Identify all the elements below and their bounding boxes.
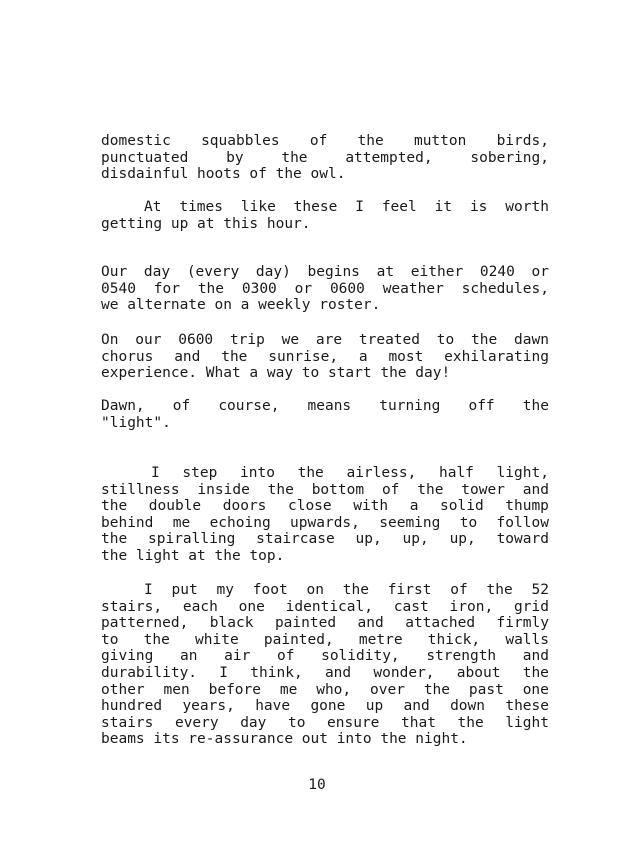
word: day [143, 264, 171, 280]
word: begins [307, 264, 360, 280]
word: up, [402, 531, 429, 548]
text-line [101, 648, 549, 665]
text-line [101, 133, 549, 150]
word: 0600 [178, 332, 214, 348]
word: Our [101, 264, 128, 280]
word: worth [505, 199, 549, 215]
word: one [238, 598, 265, 615]
text-line [101, 682, 549, 699]
word: black [209, 615, 254, 632]
word: past [468, 681, 504, 698]
word: the [522, 664, 549, 681]
word: these [505, 698, 549, 715]
word: painted, [263, 631, 334, 648]
word: it [434, 199, 453, 215]
word: of [172, 398, 191, 414]
word: chorus [101, 348, 154, 365]
word: stairs [101, 714, 154, 731]
word: my [216, 582, 234, 598]
word: about [456, 664, 501, 681]
text-line: we alternate on a weekly roster. [101, 297, 381, 314]
word: before [208, 681, 261, 698]
text-line [101, 281, 549, 298]
text-line [101, 582, 549, 599]
paragraph-6 [101, 465, 549, 565]
word: a [358, 348, 368, 365]
word: 0540 [101, 280, 136, 297]
text-line [101, 264, 549, 281]
word: the [267, 481, 294, 498]
word: ensure [327, 714, 380, 731]
word: half [438, 465, 474, 481]
word: first [387, 582, 432, 598]
word: the [423, 681, 451, 698]
word: me [172, 514, 191, 531]
word: dawn [514, 332, 549, 348]
paragraph-4 [101, 332, 549, 382]
word: durability. [101, 664, 198, 681]
word: light [505, 714, 549, 731]
word: are [315, 332, 343, 348]
text-line [101, 531, 549, 548]
word: painted [274, 615, 337, 632]
word: white [195, 631, 239, 648]
word: of [276, 648, 295, 665]
word: have [255, 698, 291, 715]
word: means [307, 398, 352, 414]
word: cast [393, 598, 429, 615]
word: to [287, 714, 306, 731]
text-line [101, 615, 549, 632]
word: domestic [101, 133, 171, 149]
word: like [240, 199, 276, 215]
word: staircase [256, 531, 335, 548]
text-line [101, 599, 549, 616]
text-line [101, 349, 549, 366]
word: toward [496, 531, 549, 548]
paragraph-1 [101, 133, 549, 183]
word: giving [101, 648, 154, 665]
word: the [471, 332, 498, 348]
word: into [240, 465, 275, 481]
word: either [410, 264, 464, 280]
word: wonder, [373, 664, 435, 681]
word: course, [218, 398, 280, 414]
word: treated [358, 332, 420, 348]
word: the [417, 481, 444, 498]
word: echoing [209, 514, 271, 531]
text-line: experience. What a way to start the day! [101, 365, 451, 382]
word: birds, [496, 133, 549, 149]
word: of [381, 481, 400, 498]
word: to [436, 332, 455, 348]
word: seeming [379, 514, 441, 531]
text-line: disdainful hoots of the owl. [101, 166, 346, 183]
text-line [101, 332, 549, 349]
word: 0600 [329, 280, 365, 297]
word: tower [461, 481, 505, 498]
word: our [135, 332, 162, 348]
word: men [163, 681, 190, 698]
word: feel [381, 199, 417, 215]
word: attached [405, 615, 476, 632]
word: I [151, 465, 160, 481]
paragraph-3 [101, 264, 549, 314]
word: one [522, 681, 549, 698]
word: of [309, 133, 328, 149]
paragraph-7 [101, 582, 549, 748]
word: for [153, 280, 180, 297]
word: strength [426, 648, 497, 665]
word: who, [316, 681, 352, 698]
text-line [101, 515, 549, 532]
word: I [355, 199, 364, 215]
text-line [101, 398, 549, 415]
word: schedules, [461, 280, 549, 297]
text-line: beams its re-assurance out into the night. [101, 731, 468, 748]
word: solid [440, 498, 484, 515]
word: think, [250, 664, 303, 681]
word: with [353, 498, 389, 515]
word: and [522, 481, 549, 498]
word: other [101, 681, 145, 698]
word: firmly [496, 615, 549, 632]
word: sunrise, [268, 348, 339, 365]
word: hundred [101, 698, 163, 715]
word: and [403, 698, 430, 715]
word: air [224, 648, 251, 665]
text-line [101, 482, 549, 499]
word: stillness [101, 481, 180, 498]
word: the [143, 631, 170, 648]
word: the [281, 149, 308, 166]
text-line [101, 498, 549, 515]
word: day [240, 714, 267, 731]
word: the [101, 498, 128, 515]
word: bottom [311, 481, 365, 498]
word: the [357, 133, 384, 149]
word: the [101, 531, 128, 548]
word: up [365, 698, 384, 715]
word: sobering, [470, 149, 549, 166]
word: light, [496, 465, 549, 481]
word: upwards, [290, 514, 360, 531]
word: me [279, 681, 298, 698]
word: the [221, 348, 248, 365]
word: put [171, 582, 198, 598]
word: I [219, 664, 229, 681]
word: these [293, 199, 338, 215]
word: squabbles [201, 133, 280, 149]
word: patterned, [101, 615, 189, 632]
text-line [101, 632, 549, 649]
word: every [174, 714, 219, 731]
word: punctuated [101, 149, 189, 166]
word: and [324, 664, 352, 681]
word: by [226, 149, 244, 166]
paragraph-5 [101, 398, 549, 431]
word: Dawn, [101, 398, 145, 414]
page-number: 10 [308, 777, 326, 793]
word: and [522, 648, 549, 665]
word: exhilarating [444, 348, 549, 365]
word: spiralling [148, 531, 236, 548]
text-line: getting up at this hour. [101, 215, 311, 232]
word: step [182, 465, 218, 481]
word: thump [505, 498, 549, 515]
word: to [459, 514, 478, 531]
word: is [469, 199, 488, 215]
word: thick, [427, 631, 481, 648]
word: metre [358, 631, 403, 648]
word: the [457, 714, 484, 731]
paragraph-2 [101, 199, 549, 232]
word: iron, [449, 598, 494, 615]
word: 52 [531, 582, 549, 598]
word: or [531, 264, 549, 280]
word: attempted, [345, 149, 433, 166]
word: identical, [285, 598, 373, 615]
word: the [486, 582, 513, 598]
word: off [468, 398, 495, 414]
word: the [297, 465, 324, 481]
word: years, [182, 698, 235, 715]
word: the [197, 280, 225, 297]
word: up, [449, 531, 476, 548]
word: to [101, 631, 119, 648]
word: on [306, 582, 324, 598]
word: mutton [413, 133, 467, 149]
word: that [401, 714, 436, 731]
word: and [174, 348, 201, 365]
word: behind [101, 514, 154, 531]
word: double [148, 498, 202, 515]
word: trip [229, 332, 265, 348]
text-line [101, 150, 549, 167]
word: On [101, 332, 119, 348]
text-line [101, 715, 549, 732]
word: close [287, 498, 332, 515]
word: times [179, 199, 223, 215]
text-line: "light". [101, 414, 171, 431]
word: airless, [346, 465, 417, 481]
text-line [101, 665, 549, 682]
text-line [101, 465, 549, 482]
text-line: the light at the top. [101, 547, 285, 564]
word: or [294, 280, 313, 297]
word: walls [505, 631, 549, 648]
word: an [180, 648, 198, 665]
text-line [101, 199, 549, 216]
word: (every [186, 264, 240, 280]
word: the [522, 398, 549, 414]
word: each [182, 598, 218, 615]
word: most [388, 348, 424, 365]
word: inside [197, 481, 250, 498]
word: weather [382, 280, 444, 297]
text-line [101, 698, 549, 715]
word: turning [379, 398, 441, 414]
word: foot [252, 582, 288, 598]
word: and [357, 615, 384, 632]
word: doors [222, 498, 267, 515]
word: the [342, 582, 369, 598]
word: of [450, 582, 468, 598]
word: gone [310, 698, 346, 715]
word: 0240 [479, 264, 515, 280]
word: we [281, 332, 300, 348]
word: I [144, 582, 153, 598]
word: follow [496, 514, 549, 531]
word: a [409, 498, 419, 515]
word: At [144, 199, 162, 215]
word: at [376, 264, 395, 280]
word: down [450, 698, 485, 715]
word: up, [355, 531, 382, 548]
word: stairs, [101, 598, 163, 615]
word: day) [255, 264, 291, 280]
word: solidity, [321, 648, 400, 665]
word: 0300 [241, 280, 277, 297]
word: over [370, 681, 405, 698]
word: grid [514, 598, 549, 615]
